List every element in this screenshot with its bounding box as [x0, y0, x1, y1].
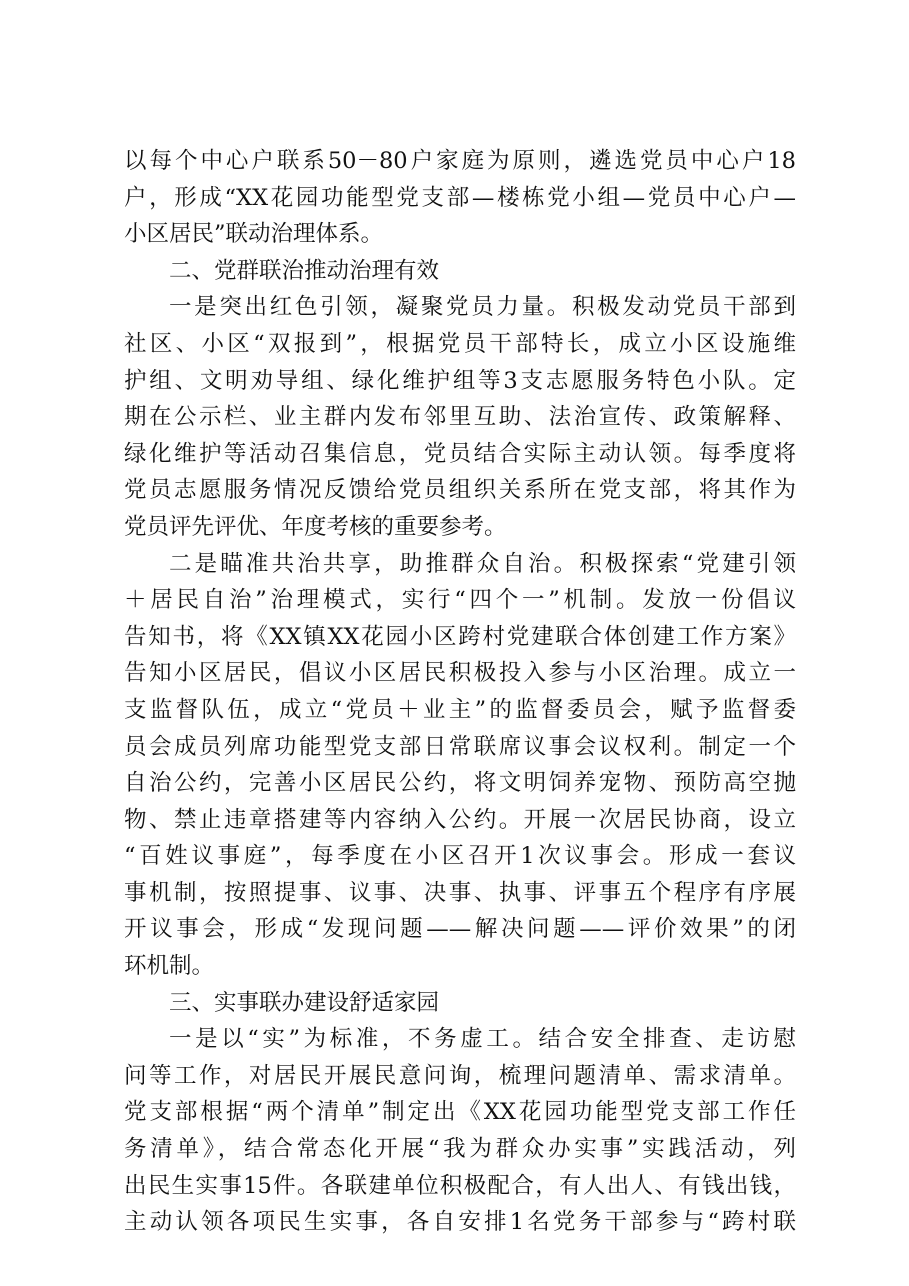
body-text-line: 问等工作，对居民开展民意问询，梳理问题清单、需求清单。 — [124, 1062, 796, 1089]
body-text-line: 护组、文明劝导组、绿化维护组等3支志愿服务特色小队。定 — [124, 367, 796, 394]
body-text-line: ＋居民自治”治理模式，实行“四个一”机制。发放一份倡议 — [124, 587, 796, 614]
body-text-line: 主动认领各项民生实事，各自安排1名党务干部参与“跨村联 — [124, 1209, 796, 1236]
body-text-line: 物、禁止违章搭建等内容纳入公约。开展一次居民协商，设立 — [124, 806, 796, 833]
body-text-line: 员会成员列席功能型党支部日常联席议事会议权利。制定一个 — [124, 733, 796, 760]
body-text-line: 出民生实事15件。各联建单位积极配合，有人出人、有钱出钱， — [124, 1172, 796, 1199]
body-text-line: 一是突出红色引领，凝聚党员力量。积极发动党员干部到 — [169, 294, 796, 321]
body-text-line: 户，形成“XX花园功能型党支部—楼栋党小组—党员中心户— — [124, 184, 796, 211]
body-text-line: 社区、小区“双报到”，根据党员干部特长，成立小区设施维 — [124, 330, 796, 357]
body-text-line: 期在公示栏、业主群内发布邻里互助、法治宣传、政策解释、 — [124, 404, 796, 431]
body-text-line: 开议事会，形成“发现问题——解决问题——评价效果”的闭 — [124, 916, 796, 943]
body-text-line: 二是瞄准共治共享，助推群众自治。积极探索“党建引领 — [169, 550, 796, 577]
body-text-line: 党员志愿服务情况反馈给党员组织关系所在党支部，将其作为 — [124, 477, 796, 504]
body-text-line: 党支部根据“两个清单”制定出《XX花园功能型党支部工作任 — [124, 1099, 796, 1126]
section-heading: 三、实事联办建设舒适家园 — [169, 989, 440, 1016]
body-text-line: 绿化维护等活动召集信息，党员结合实际主动认领。每季度将 — [124, 440, 796, 467]
body-text-line: 支监督队伍，成立“党员＋业主”的监督委员会，赋予监督委 — [124, 696, 796, 723]
body-text-line: 以每个中心户联系50－80户家庭为原则，遴选党员中心户18 — [124, 148, 796, 174]
body-text-line: 告知书，将《XX镇XX花园小区跨村党建联合体创建工作方案》 — [124, 623, 796, 650]
body-text-line: 环机制。 — [124, 953, 215, 980]
body-text-line: 事机制，按照提事、议事、决事、执事、评事五个程序有序展 — [124, 879, 796, 906]
body-text-line: 一是以“实”为标准，不务虚工。结合安全排查、走访慰 — [169, 1026, 796, 1053]
section-heading: 二、党群联治推动治理有效 — [169, 257, 440, 284]
body-text-line: “百姓议事庭”，每季度在小区召开1次议事会。形成一套议 — [124, 843, 796, 870]
body-text-line: 自治公约，完善小区居民公约，将文明饲养宠物、预防高空抛 — [124, 770, 796, 797]
body-text-line: 小区居民”联动治理体系。 — [124, 221, 384, 248]
body-text-line: 务清单》，结合常态化开展“我为群众办实事”实践活动，列 — [124, 1136, 796, 1163]
body-text-line: 党员评先评优、年度考核的重要参考。 — [124, 513, 507, 540]
document-page — [124, 143, 796, 1241]
body-text-line: 告知小区居民，倡议小区居民积极投入参与小区治理。成立一 — [124, 660, 796, 687]
